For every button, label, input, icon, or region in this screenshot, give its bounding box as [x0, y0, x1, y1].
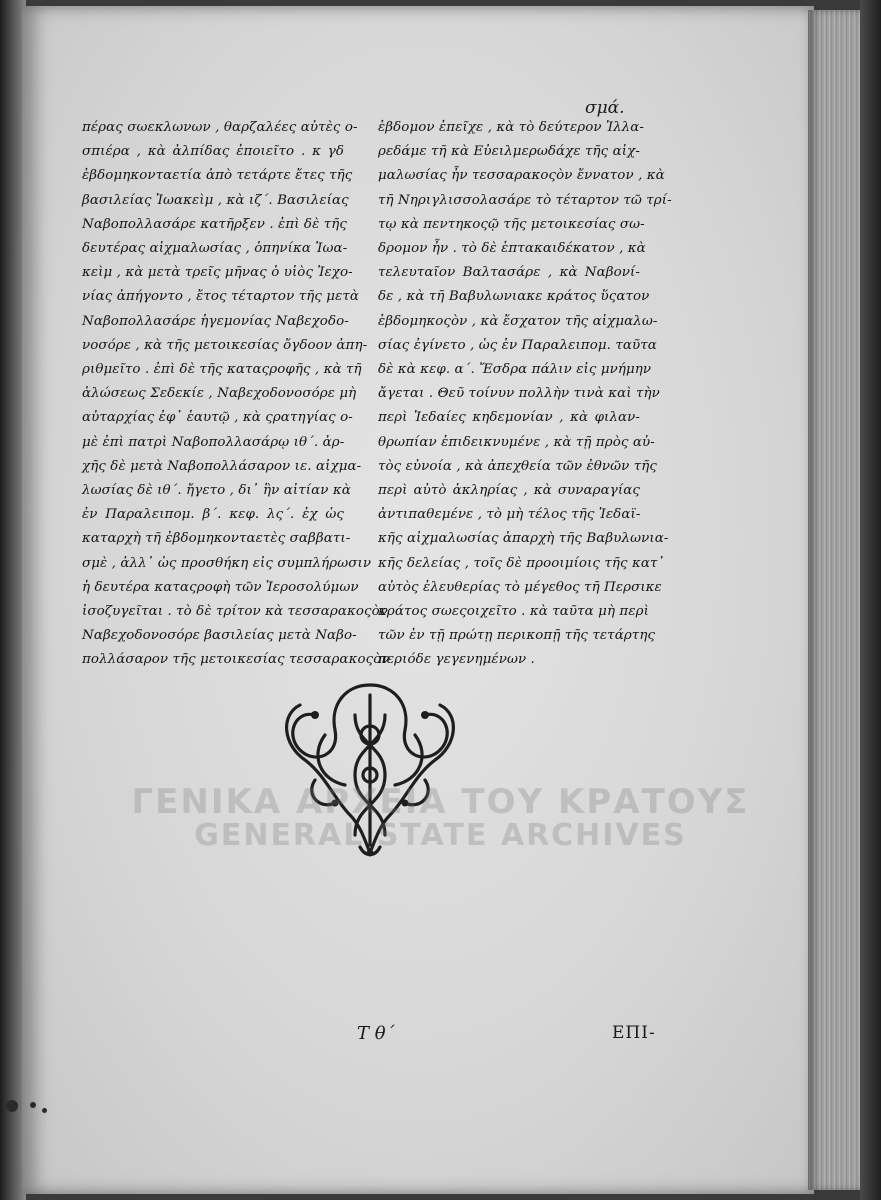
text-line: κράτος σωεςοιχεῖτο . κὰ ταῦτα μὴ περὶ — [378, 604, 649, 620]
right-text-column — [378, 116, 672, 673]
text-line: τὸς εὐνοία , κὰ ἀπεχθεία τῶν ἐθνῶν τῆς — [378, 458, 657, 474]
text-line: δε , κὰ τῆ Βαβυλωνιακε κράτος ὕςατον — [378, 289, 650, 305]
catchword: ΕΠΙ- — [612, 1023, 656, 1043]
text-line: ἑβδομηκοςὸν , κὰ ἔσχατον τῆς αἰχμαλω- — [378, 313, 658, 329]
text-line: περιόδε γεγενημένων . — [378, 652, 535, 668]
text-line: αὐταρχίας ἐφ᾽ ἑαυτῷ , κὰ ςρατηγίας ο- — [82, 410, 353, 426]
text-line: σπιέρα , κὰ ἀλπίδας ἐποιεῖτο . κ γδ — [82, 144, 344, 160]
text-line: χῆς δὲ μετὰ Ναβοπολλάσαρον ιε. αἰχμα- — [82, 458, 362, 474]
text-line: ρεδάμε τῆ κὰ Εὐειλμερωδάχε τῆς αἰχ- — [378, 144, 640, 160]
signature-mark: Τ θ΄ — [357, 1023, 395, 1044]
ink-blot — [30, 1102, 36, 1108]
ink-blot — [42, 1108, 47, 1113]
text-line: μαλωσίας ἦν τεσσαρακοςὸν ἔννατον , κὰ — [378, 168, 665, 184]
text-line: τῳ κὰ πεντηκοςῷ τῆς μετοικεσίας σω- — [378, 216, 645, 232]
ink-blot — [6, 1100, 18, 1112]
book-cover-edge — [860, 0, 881, 1200]
text-line: κῆς αἰχμαλωσίας ἀπαρχὴ τῆς Βαβυλωνια- — [378, 531, 669, 547]
text-line: νοσόρε , κὰ τῆς μετοικεσίας ὄγδοον ἀπη- — [82, 337, 368, 353]
text-line: τελευταῖον Βαλτασάρε , κὰ Ναβονί- — [378, 265, 640, 281]
text-line: αὐτὸς ἐλευθερίας τὸ μέγεθος τῆ Περσικε — [378, 579, 662, 595]
page-number: σμά. — [585, 98, 625, 118]
text-line: ἁλώσεως Σεδεκίε , Ναβεχοδονοσόρε μὴ — [82, 386, 357, 402]
text-line: πέρας σωεκλωνων , θαρζαλέες αὐτὲς ο- — [82, 120, 358, 135]
archive-watermark-greek: ΓΕΝΙΚΑ ΑΡΧΕΙΑ ΤΟΥ ΚΡΑΤΟΥΣ — [131, 782, 750, 822]
text-line: ἀντιπαθεμένε , τὸ μὴ τέλος τῆς Ἰεδαϊ- — [378, 507, 641, 523]
archive-watermark-english: GENERAL STATE ARCHIVES — [194, 818, 687, 853]
text-line: βασιλείας Ἰωακεὶμ , κὰ ιζ΄. Βασιλείας — [82, 192, 349, 208]
text-line: δὲ κὰ κεφ. α΄. Ἔσδρα πάλιν εἰς μνήμην — [378, 362, 652, 378]
text-line: σίας ἐγίνετο , ὡς ἐν Παραλειπομ. ταῦτα — [378, 337, 657, 353]
text-line: μὲ ἐπὶ πατρὶ Ναβοπολλασάρῳ ιθ΄. ἀρ- — [82, 434, 345, 450]
text-line: ἑβδομον ἐπεῖχε , κὰ τὸ δεύτερον Ἰλλα- — [378, 120, 645, 135]
text-line: δευτέρας αἰχμαλωσίας , ὁπηνίκα Ἰωα- — [82, 241, 348, 257]
text-line: περὶ αὐτὸ ἀκληρίας , κὰ συναραγίας — [378, 483, 640, 499]
text-line: ἄγεται . Θεῦ τοίνυν πολλὴν τινὰ καὶ τὴν — [378, 386, 660, 402]
left-text-column — [82, 116, 390, 673]
text-line: σμὲ , ἀλλ᾽ ὡς προσθήκη εἰς συμπλήρωσιν — [82, 555, 372, 571]
text-line: Ναβοπολλασάρε κατῆρξεν . ἐπὶ δὲ τῆς — [82, 216, 347, 232]
text-line: περὶ Ἰεδαίες κηδεμονίαν , κὰ φιλαν- — [378, 410, 640, 426]
text-line: δρομον ἦν . τὸ δὲ ἑπτακαιδέκατον , κὰ — [378, 241, 646, 257]
text-line: ἰσοζυγεῖται . τὸ δὲ τρίτον κὰ τεσσαρακοςὸν — [82, 604, 389, 620]
text-line: ἐν Παραλειπομ. β΄. κεφ. λς΄. ἐχ ὡς — [82, 507, 344, 523]
text-line: ἐβδομηκονταετία ἀπὸ τετάρτε ἔτες τῆς — [82, 168, 353, 184]
text-line: τῶν ἐν τῇ πρώτῃ περικοπῇ τῆς τετάρτης — [378, 628, 656, 644]
text-line: Ναβοπολλασάρε ἡγεμονίας Ναβεχοδο- — [82, 313, 349, 329]
text-line: κῆς δελείας , τοῖς δὲ προοιμίοις τῆς κατ᾽ — [378, 555, 665, 571]
text-line: καταρχὴ τῆ ἐβδομηκονταετὲς σαββατι- — [82, 531, 351, 547]
text-line: τῆ Νηριγλισσολασάρε τὸ τέταρτον τῶ τρί- — [378, 192, 672, 208]
text-line: νίας ἀπήγοντο , ἔτος τέταρτον τῆς μετὰ — [82, 289, 360, 305]
text-line: κεὶμ , κὰ μετὰ τρεῖς μῆνας ὁ υἱὸς Ἰεχο- — [82, 265, 353, 281]
text-line: ἡ δευτέρα καταςροφὴ τῶν Ἱεροσολύμων — [82, 579, 359, 595]
page-fore-edge — [808, 10, 866, 1190]
text-line: θρωπίαν ἐπιδεικνυμένε , κὰ τῇ πρὸς αὐ- — [378, 434, 655, 450]
text-line: πολλάσαρον τῆς μετοικεσίας τεσσαρακοςὸν — [82, 652, 390, 668]
text-line: ριθμεῖτο . ἐπὶ δὲ τῆς καταςροφῆς , κὰ τῆ — [82, 362, 362, 378]
text-line: Ναβεχοδονοσόρε βασιλείας μετὰ Ναβο- — [82, 628, 357, 644]
text-line: λωσίας δὲ ιθ΄. ἤγετο , δι᾽ ἣν αἰτίαν κὰ — [82, 483, 351, 499]
